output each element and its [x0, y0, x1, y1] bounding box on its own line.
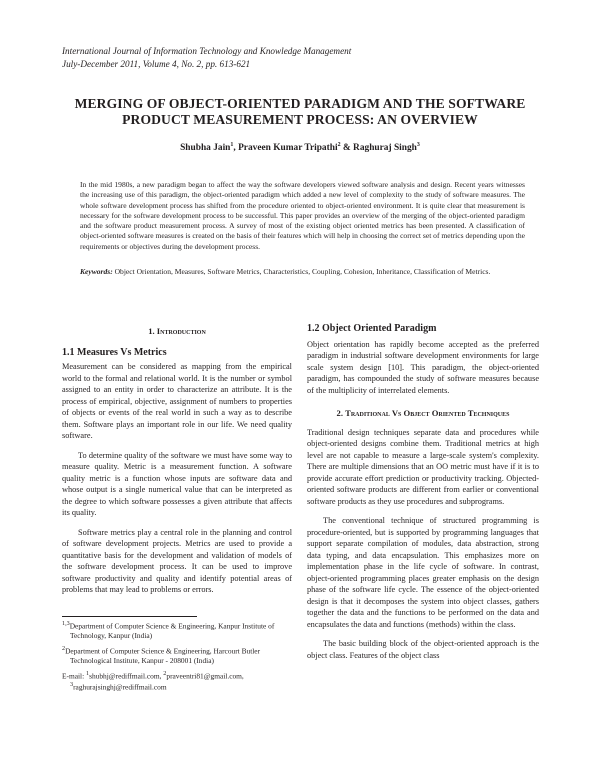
left-column — [62, 326, 292, 596]
paragraph: To determine quality of the software we must have some way to measure quality. Metric is a measurement function. A software quality metric is a function whose inputs are software data and whose output is a single numerical value that can be interpreted as the degree to which software possesses a given attribute that affects its quality. — [62, 450, 292, 517]
author-affil-marker: 3 — [416, 142, 420, 148]
paragraph: Traditional design techniques separate data and procedures while object-oriented designs combine them. Traditional metrics at high level are not capable to measure a large-scale system's complexity. There are multiple dimensions that an OO metric must have if it is to provide accurate effort prediction or productivity tracking. Objected-oriented software products are different from earlier or conventional software products as they use procedures and subprograms. — [307, 427, 539, 506]
abstract-text: In the mid 1980s, a new paradigm began to affect the way the software developers viewed software analysis and design. Recent years witnesses the increasing use of this paradigm, the object-oriented paradigm which added a new level of complexity to the study of software measures. The whole software development process has shifted from the procedure oriented to object-oriented environment. It is quite clear that measurement is necessary for the software development process to be successful. This paper provides an overview of the merging of the object-oriented paradigm and the software product measurement process. A survey of most of the existing object oriented metrics has been presented. A classification of object-oriented software measures is created on the basis of their features which will help in choosing the correct set of metrics depending upon the requirements or objectives during the development process. — [80, 180, 525, 251]
footnote-text: Department of Computer Science & Engineering, Kanpur Institute of Technology, Kanpur (India) — [69, 621, 275, 641]
subsection-heading-measures-vs-metrics: 1.1 Measures Vs Metrics — [62, 346, 167, 358]
abstract — [80, 180, 525, 252]
paragraph: Measurement can be considered as mapping from the empirical world to the formal and relational world. It is the number or symbol assigned to an entity in order to characterize an attribute. It is the process of empirical, objective, assignment of numbers to properties of objects or events of the real world in such a way as to describe them. Software plays an important role in our life. We need quality software. — [62, 362, 292, 440]
footnote-emails — [62, 670, 290, 693]
paragraph: Software metrics play a central role in the planning and control of software development projects. Metrics are used to provide a quantitative basis for the development and validation of models of the software development process. It can be used to improve software productivity and quality and identify potential areas of problems that may lead to problems or errors. — [62, 527, 292, 594]
footnotes — [62, 620, 290, 693]
right-column — [307, 323, 539, 661]
title-line-1: MERGING OF OBJECT-ORIENTED PARADIGM AND THE SOFTWARE — [74, 96, 526, 111]
journal-name: International Journal of Information Technology and Knowledge Management — [62, 46, 352, 56]
section-number: 1. — [148, 326, 157, 336]
footnote-marker: 2 — [163, 671, 167, 678]
email-address: shubhj@rediffmail.com, — [89, 671, 164, 681]
email-address: praveentri81@gmail.com, — [166, 671, 244, 681]
paper-title — [40, 96, 560, 128]
footnote-affiliation-1 — [62, 620, 290, 641]
author-affil-marker: 1 — [230, 142, 234, 148]
section-title: Traditional Vs Object Oriented Techniques — [345, 408, 510, 418]
title-line-2: PRODUCT MEASUREMENT PROCESS: AN OVERVIEW — [122, 112, 478, 127]
email-address: raghurajsinghj@rediffmail.com — [73, 682, 167, 692]
section-title: Introduction — [156, 326, 206, 336]
section-number: 2. — [336, 408, 346, 418]
paragraph: Object orientation has rapidly become accepted as the preferred paradigm in industrial software development environments for large scale system design [10]. This paradigm, the object-oriented paradigm, has compounded the study of software measures because of the multiplicity of interrelated elements. — [307, 339, 539, 395]
section-heading-introduction — [62, 326, 292, 338]
author-affil-marker: 2 — [337, 142, 341, 148]
paragraph: The conventional technique of structured programming is procedure-oriented, but is supported by programming languages that support separate compilation of modules, data abstraction, strong data typing, and data encapsulation. This emphasizes more on implementation phase in the life cycle of software. In contrast, object-oriented programming places greater emphasis on the design phase of the software life cycle. The essence of the object-oriented design is that it decomposes the system into object classes, gathers together the data and the functions to be performed on the data and encapsulates the data and functions (methods) within the class. — [307, 516, 539, 629]
footnote-marker: 3 — [70, 682, 74, 689]
author-name: Shubha Jain — [180, 143, 231, 154]
author-name: & Raghuraj Singh — [340, 143, 417, 154]
keywords-list: Object Orientation, Measures, Software Metrics, Characteristics, Coupling, Cohesion, Inheritance, Classification of Metrics. — [112, 267, 491, 276]
footnote-marker: 1 — [86, 671, 90, 678]
footnote-text: Department of Computer Science & Engineering, Harcourt Butler Technological Institute, Kanpur - 208001 (India) — [65, 646, 261, 666]
author-list — [40, 142, 560, 153]
footnote-marker: 1,3 — [62, 621, 70, 627]
footnote-marker: 2 — [62, 646, 66, 653]
journal-header — [62, 45, 351, 70]
author-name: , Praveen Kumar Tripathi — [233, 143, 338, 154]
keywords-label: Keywords: — [80, 267, 113, 276]
email-label: E-mail: — [62, 671, 87, 681]
section-heading-traditional-vs-oo — [307, 408, 539, 420]
subsection-heading-object-oriented-paradigm: 1.2 Object Oriented Paradigm — [307, 323, 437, 334]
paragraph: The basic building block of the object-oriented approach is the object class. Features of the object class — [307, 639, 539, 660]
footnote-affiliation-2 — [62, 645, 290, 666]
keywords — [80, 267, 525, 277]
footnote-rule — [62, 616, 197, 617]
journal-issue: July-December 2011, Volume 4, No. 2, pp. 613-621 — [62, 58, 251, 69]
